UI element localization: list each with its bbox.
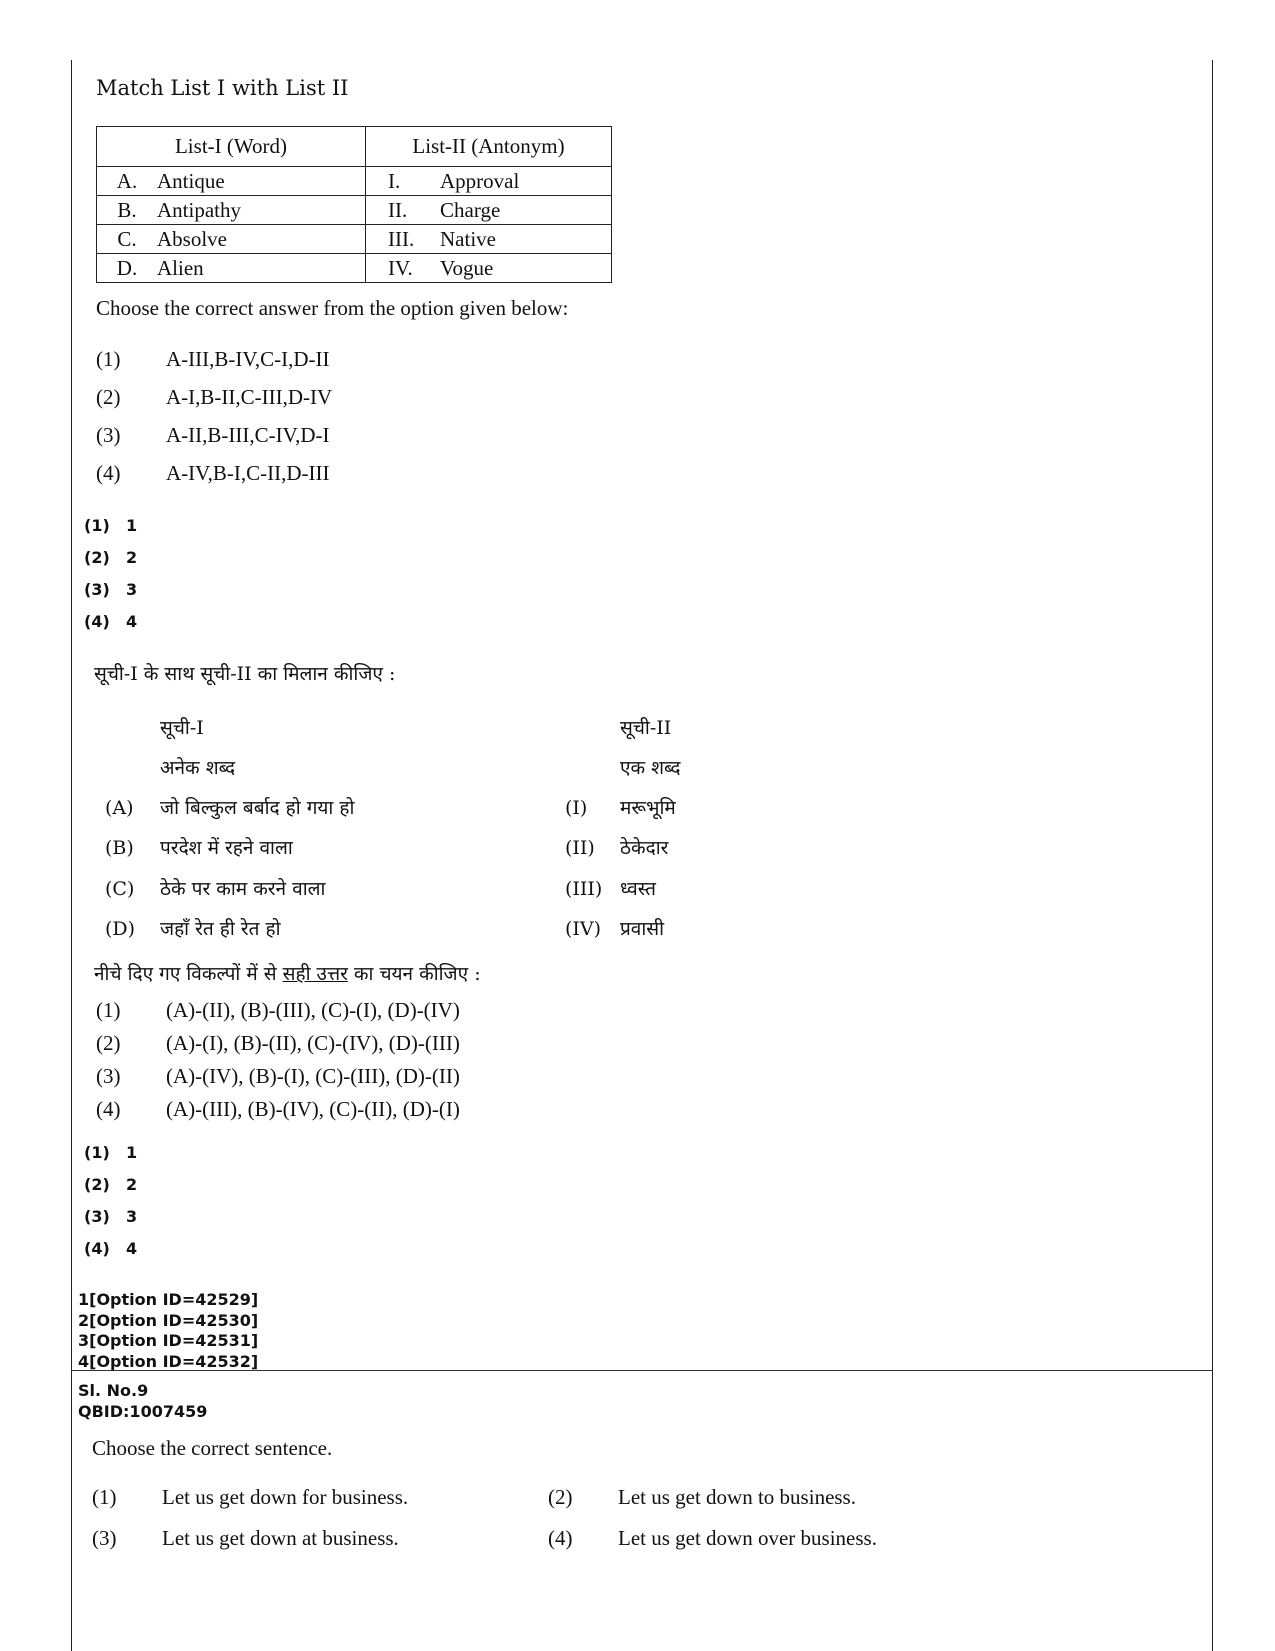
hindi-list2-item: (I) मरूभूमि bbox=[565, 797, 676, 819]
hindi-list1-item: (A) जो बिल्कुल बर्बाद हो गया हो bbox=[105, 797, 355, 819]
qbid: QBID:1007459 bbox=[78, 1401, 208, 1421]
row-key: III. bbox=[388, 226, 415, 251]
answer-choice-2[interactable]: (2) 2 bbox=[84, 548, 138, 567]
answer-choice-3[interactable]: (3) 3 bbox=[84, 1207, 138, 1226]
question-instruction: Choose the correct sentence. bbox=[92, 1436, 333, 1460]
hindi-list2-subtitle: एक शब्द bbox=[620, 757, 681, 779]
sentence-option-2: (2) Let us get down to business. bbox=[548, 1485, 856, 1509]
hindi-list2-item: (II) ठेकेदार bbox=[565, 837, 669, 859]
choose-instruction: Choose the correct answer from the option given below: bbox=[96, 296, 569, 320]
row-key: C. bbox=[117, 226, 137, 251]
answer-choice-2[interactable]: (2) 2 bbox=[84, 1175, 138, 1194]
sentence-option-3: (3) Let us get down at business. bbox=[92, 1526, 399, 1550]
answer-choice-4[interactable]: (4) 4 bbox=[84, 1239, 138, 1258]
answer-choice-1[interactable]: (1) 1 bbox=[84, 516, 138, 535]
hindi-instruction: सूची-I के साथ सूची-II का मिलान कीजिए : bbox=[94, 663, 396, 685]
table-row bbox=[97, 167, 612, 196]
right-margin-rule bbox=[1212, 60, 1213, 1651]
hindi-list1-item: (B) परदेश में रहने वाला bbox=[105, 837, 293, 859]
question-instruction: Match List I with List II bbox=[96, 76, 349, 100]
serial-number: Sl. No.9 bbox=[78, 1381, 149, 1400]
option-1: (1) A-III,B-IV,C-I,D-II bbox=[96, 347, 330, 371]
table-row bbox=[97, 225, 612, 254]
answer-choice-4[interactable]: (4) 4 bbox=[84, 612, 138, 631]
option-2: (2) A-I,B-II,C-III,D-IV bbox=[96, 385, 333, 409]
hindi-list1-item: (C) ठेके पर काम करने वाला bbox=[105, 878, 326, 900]
row-word: Antique bbox=[157, 168, 225, 193]
option-id: 3[Option ID=42531] bbox=[78, 1331, 259, 1350]
row-key: B. bbox=[117, 197, 137, 222]
hindi-list1-item: (D) जहाँ रेत ही रेत हो bbox=[105, 918, 281, 940]
hindi-list2-item: (III) ध्वस्त bbox=[565, 878, 656, 900]
row-key: II. bbox=[388, 197, 408, 222]
row-antonym: Vogue bbox=[440, 255, 494, 280]
row-key: I. bbox=[388, 168, 401, 193]
table-header-list2: List-II (Antonym) bbox=[366, 127, 612, 167]
hindi-option-2: (2) (A)-(I), (B)-(II), (C)-(IV), (D)-(III) bbox=[96, 1031, 460, 1055]
table-row bbox=[97, 196, 612, 225]
row-antonym: Charge bbox=[440, 197, 501, 222]
row-key: A. bbox=[116, 168, 138, 193]
row-key: IV. bbox=[388, 255, 413, 280]
left-margin-rule bbox=[71, 60, 72, 1651]
row-antonym: Native bbox=[440, 226, 496, 251]
hindi-choose-instruction: नीचे दिए गए विकल्पों में से सही उत्तर का चयन कीजिए : bbox=[94, 963, 481, 985]
hindi-list2-title: सूची-II bbox=[620, 717, 672, 739]
row-word: Absolve bbox=[157, 226, 227, 251]
table-header-list1: List-I (Word) bbox=[97, 127, 366, 167]
row-word: Antipathy bbox=[157, 197, 241, 222]
hindi-option-3: (3) (A)-(IV), (B)-(I), (C)-(III), (D)-(II) bbox=[96, 1064, 460, 1088]
table-row bbox=[97, 254, 612, 283]
hindi-option-1: (1) (A)-(II), (B)-(III), (C)-(I), (D)-(IV) bbox=[96, 998, 460, 1022]
option-4: (4) A-IV,B-I,C-II,D-III bbox=[96, 461, 330, 485]
question-divider bbox=[71, 1370, 1212, 1371]
option-id: 2[Option ID=42530] bbox=[78, 1310, 259, 1330]
hindi-option-4: (4) (A)-(III), (B)-(IV), (C)-(II), (D)-(I) bbox=[96, 1097, 460, 1121]
row-key: D. bbox=[116, 255, 138, 280]
hindi-list1-subtitle: अनेक शब्द bbox=[160, 757, 236, 779]
hindi-list2-item: (IV) प्रवासी bbox=[565, 918, 665, 940]
row-word: Alien bbox=[157, 255, 204, 280]
answer-choice-1[interactable]: (1) 1 bbox=[84, 1143, 138, 1162]
row-antonym: Approval bbox=[440, 168, 520, 193]
hindi-list1-title: सूची-I bbox=[160, 717, 204, 739]
option-id-list bbox=[78, 1290, 258, 1372]
option-id: 1[Option ID=42529] bbox=[78, 1290, 259, 1309]
match-table bbox=[96, 126, 612, 283]
answer-choice-3[interactable]: (3) 3 bbox=[84, 580, 138, 599]
question-meta bbox=[78, 1381, 207, 1422]
option-3: (3) A-II,B-III,C-IV,D-I bbox=[96, 423, 330, 447]
sentence-option-4: (4) Let us get down over business. bbox=[548, 1526, 877, 1550]
option-id: 4[Option ID=42532] bbox=[78, 1351, 259, 1371]
sentence-option-1: (1) Let us get down for business. bbox=[92, 1485, 409, 1509]
